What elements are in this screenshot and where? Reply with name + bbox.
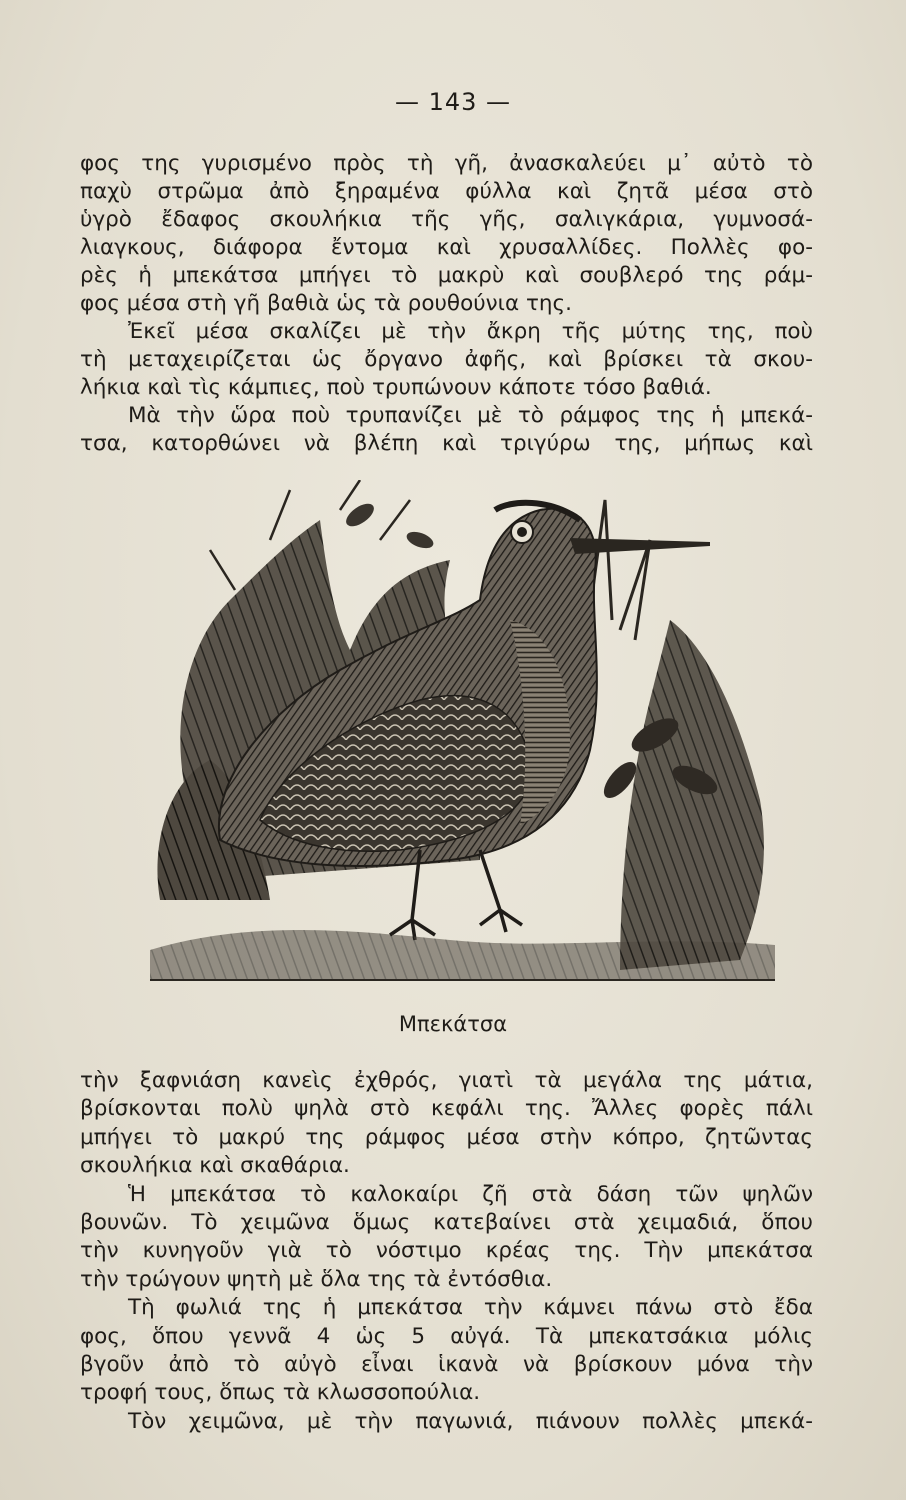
text-line: Τὸν χειμῶνα, μὲ τὴν παγωνιά, πιάνουν πολλὲς μπεκά- bbox=[128, 1408, 813, 1434]
text-line: τὴν ξαφνιάση κανεὶς ἐχθρός, γιατὶ τὰ μεγάλα της μάτια, bbox=[80, 1068, 813, 1093]
text-line: βουνῶν. Τὸ χειμῶνα ὅμως κατεβαίνει στὰ χειμαδιά, ὅπου bbox=[80, 1209, 813, 1235]
text-line: σκουλήκια καὶ σκαθάρια. bbox=[80, 1153, 350, 1179]
text-line: φος της γυρισμένο πρὸς τὴ γῆ, ἀνασκαλεύει μ᾿ αὐτὸ τὸ bbox=[80, 151, 813, 176]
text-line: βγοῦν ἀπὸ τὸ αὐγὸ εἶναι ἱκανὰ νὰ βρίσκουν μόνα τὴν bbox=[80, 1351, 813, 1377]
text-line: Τὴ φωλιά της ἡ μπεκάτσα τὴν κάμνει πάνω στὸ ἔδα bbox=[128, 1295, 813, 1321]
text-line: τὴν κυνηγοῦν γιὰ τὸ νόστιμο κρέας της. Τὴν μπεκάτσα bbox=[80, 1238, 813, 1264]
text-line: λιαγκους, διάφορα ἔντομα καὶ χρυσαλλίδες. Πολλὲς φο- bbox=[80, 235, 813, 260]
text-line: μπήγει τὸ μακρύ της ράμφος μέσα στὴν κόπρο, ζητῶντας bbox=[80, 1124, 813, 1150]
text-line: φος, ὅπου γεννᾶ 4 ὡς 5 αὐγά. Τὰ μπεκατσάκια μόλις bbox=[80, 1323, 813, 1349]
text-line: λήκια καὶ τὶς κάμπιες, ποὺ τρυπώνουν κάποτε τόσο βαθιά. bbox=[80, 375, 712, 400]
text-line: φος μέσα στὴ γῆ βαθιὰ ὡς τὰ ρουθούνια της. bbox=[80, 291, 572, 316]
text-block-top bbox=[80, 150, 813, 458]
text-block-bottom bbox=[80, 1067, 813, 1436]
woodcock-illustration bbox=[150, 480, 775, 1000]
text-line: τσα, κατορθώνει νὰ βλέπη καὶ τριγύρω της, μήπως καὶ bbox=[80, 431, 813, 456]
text-line: Ἡ μπεκάτσα τὸ καλοκαίρι ζῆ στὰ δάση τῶν ψηλῶν bbox=[128, 1181, 813, 1207]
text-line: Μὰ τὴν ὥρα ποὺ τρυπανίζει μὲ τὸ ράμφος της ἡ μπεκά- bbox=[128, 403, 813, 428]
text-line: ὑγρὸ ἔδαφος σκουλήκια τῆς γῆς, σαλιγκάρια, γυμνοσά- bbox=[80, 207, 813, 232]
text-line: τὴ μεταχειρίζεται ὡς ὄργανο ἀφῆς, καὶ βρίσκει τὰ σκου- bbox=[80, 347, 813, 372]
text-line: ρὲς ἡ μπεκάτσα μπήγει τὸ μακρὺ καὶ σουβλερό της ράμ- bbox=[80, 263, 813, 288]
text-line: παχὺ στρῶμα ἀπὸ ξηραμένα φύλλα καὶ ζητᾶ μέσα στὸ bbox=[80, 179, 813, 204]
text-line: τροφή τους, ὅπως τὰ κλωσσοπούλια. bbox=[80, 1380, 481, 1406]
text-line: βρίσκονται πολὺ ψηλὰ στὸ κεφάλι της. Ἄλλες φορὲς πάλι bbox=[80, 1096, 813, 1122]
page-number: — 143 — bbox=[394, 88, 512, 116]
illustration-caption: Μπεκάτσα bbox=[398, 1012, 508, 1036]
text-line: Ἐκεῖ μέσα σκαλίζει μὲ τὴν ἄκρη τῆς μύτης της, ποὺ bbox=[128, 319, 813, 344]
text-line: τὴν τρώγουν ψητὴ μὲ ὅλα της τὰ ἐντόσθια. bbox=[80, 1266, 553, 1292]
